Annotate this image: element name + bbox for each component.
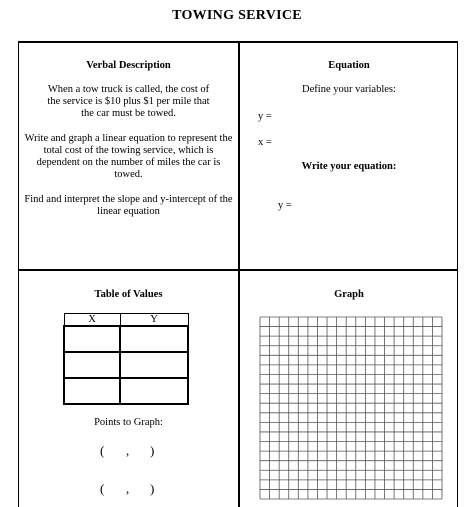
- comma: ,: [126, 481, 130, 496]
- x-value-cell[interactable]: [64, 326, 120, 352]
- table-row: [64, 326, 188, 352]
- close-paren: ): [150, 481, 155, 496]
- table-of-values-heading: Table of Values: [94, 289, 163, 300]
- graph-grid[interactable]: [259, 316, 443, 500]
- table-of-values: [63, 313, 189, 405]
- open-paren: (: [100, 481, 105, 496]
- table-row: [64, 352, 188, 378]
- y-value-cell[interactable]: [120, 378, 188, 404]
- y-variable-label: y =: [258, 111, 272, 122]
- equation-answer-label: y =: [278, 200, 292, 211]
- y-value-cell[interactable]: [120, 352, 188, 378]
- column-header-y: Y: [120, 314, 188, 327]
- column-header-x: X: [64, 314, 120, 327]
- points-to-graph-label: Points to Graph:: [94, 417, 163, 428]
- task-slope-intercept: Find and interpret the slope and y-intercept of the linear equation: [24, 194, 233, 217]
- equation-heading: Equation: [328, 60, 370, 71]
- table-row: [64, 378, 188, 404]
- comma: ,: [126, 443, 130, 458]
- define-variables-label: Define your variables:: [302, 84, 396, 95]
- horizontal-divider: [18, 269, 458, 271]
- verbal-description-section: [20, 60, 237, 231]
- verbal-description-heading: Verbal Description: [86, 60, 171, 71]
- close-paren: ): [150, 443, 155, 458]
- graph-heading: Graph: [334, 289, 364, 300]
- open-paren: (: [100, 443, 105, 458]
- x-variable-label: x =: [258, 137, 272, 148]
- y-value-cell[interactable]: [120, 326, 188, 352]
- write-equation-label: Write your equation:: [301, 161, 397, 172]
- x-value-cell[interactable]: [64, 352, 120, 378]
- x-value-cell[interactable]: [64, 378, 120, 404]
- problem-statement: When a tow truck is called, the cost of the service is $10 plus $1 per mile that the car must be towed.: [47, 84, 210, 119]
- equation-section: [240, 60, 458, 260]
- task-write-graph: Write and graph a linear equation to represent the total cost of the towing service, which is dependent on the number of miles the car is towed.: [24, 133, 233, 180]
- worksheet-title: TOWING SERVICE: [172, 8, 302, 23]
